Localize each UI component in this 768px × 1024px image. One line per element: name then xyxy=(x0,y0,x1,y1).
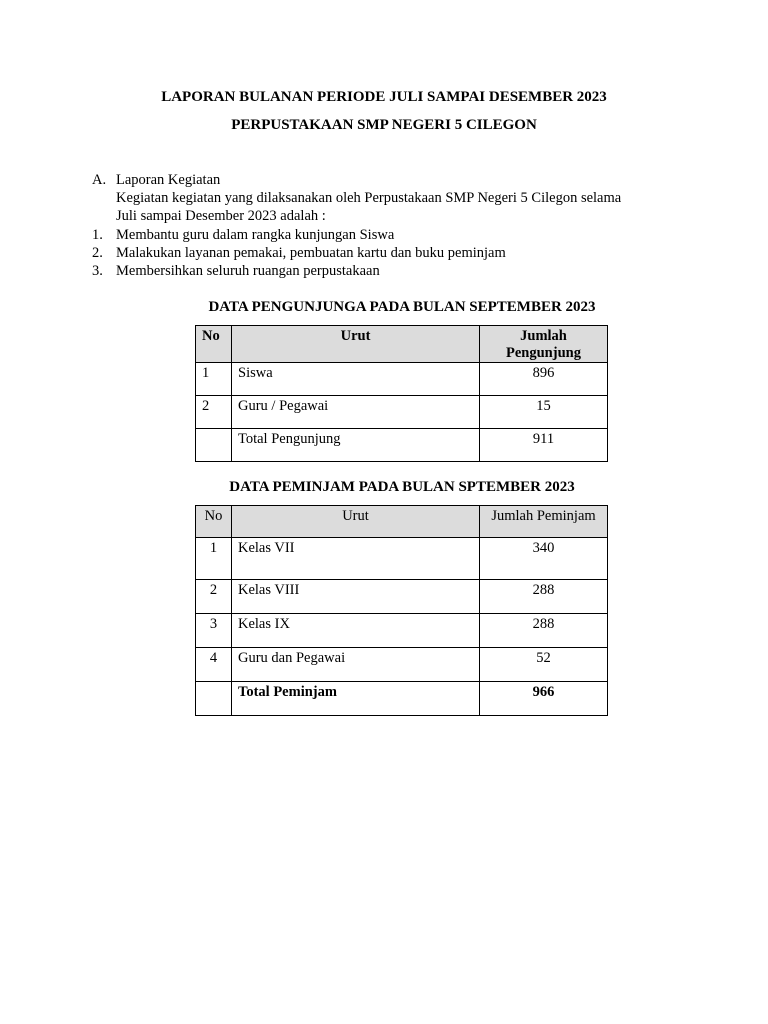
list-item-number: 2. xyxy=(92,245,103,261)
header-jumlah-line1: Jumlah xyxy=(520,328,567,344)
header-urut: Urut xyxy=(232,326,480,363)
cell-no: 3 xyxy=(196,614,232,648)
table-header-row xyxy=(196,506,608,538)
cell-no: 1 xyxy=(196,363,232,396)
report-title: LAPORAN BULANAN PERIODE JULI SAMPAI DESEMBER 2023 xyxy=(161,89,607,105)
cell-urut: Kelas VIII xyxy=(232,580,480,614)
header-jumlah-line2: Pengunjung xyxy=(506,345,581,361)
table-row xyxy=(196,614,608,648)
table-row xyxy=(196,538,608,580)
section-a-paragraph-line1: Kegiatan kegiatan yang dilaksanakan oleh Perpustakaan SMP Negeri 5 Cilegon selama xyxy=(116,190,622,206)
cell-urut: Kelas VII xyxy=(232,538,480,580)
report-subtitle: PERPUSTAKAAN SMP NEGERI 5 CILEGON xyxy=(231,117,537,133)
cell-no: 1 xyxy=(196,538,232,580)
header-jumlah xyxy=(480,326,608,363)
list-item xyxy=(92,226,692,244)
section-a-paragraph-line2: Juli sampai Desember 2023 adalah : xyxy=(116,208,326,224)
list-item-text: Membersihkan seluruh ruangan perpustakaan xyxy=(116,263,380,279)
visitors-table xyxy=(195,325,608,462)
list-item-number: 3. xyxy=(92,263,103,279)
cell-jumlah: 340 xyxy=(480,538,608,580)
cell-no xyxy=(196,429,232,462)
cell-urut: Siswa xyxy=(232,363,480,396)
table-row-total xyxy=(196,682,608,716)
cell-jumlah: 15 xyxy=(480,396,608,429)
header-no: No xyxy=(196,506,232,538)
list-item xyxy=(92,262,692,280)
borrowers-table xyxy=(195,505,608,716)
cell-no: 2 xyxy=(196,580,232,614)
visitors-table-title: DATA PENGUNJUNGA PADA BULAN SEPTEMBER 2023 xyxy=(208,299,596,315)
cell-urut: Kelas IX xyxy=(232,614,480,648)
table-row xyxy=(196,363,608,396)
table-row xyxy=(196,580,608,614)
cell-jumlah: 896 xyxy=(480,363,608,396)
table-row xyxy=(196,648,608,682)
activity-list xyxy=(92,226,692,280)
section-a-marker: A. xyxy=(92,172,107,188)
cell-urut: Guru / Pegawai xyxy=(232,396,480,429)
cell-urut: Guru dan Pegawai xyxy=(232,648,480,682)
table-header-row xyxy=(196,326,608,363)
header-urut: Urut xyxy=(232,506,480,538)
list-item-text: Malakukan layanan pemakai, pembuatan kartu dan buku peminjam xyxy=(116,245,506,261)
cell-urut: Total Pengunjung xyxy=(232,429,480,462)
list-item xyxy=(92,244,692,262)
list-item-text: Membantu guru dalam rangka kunjungan Siswa xyxy=(116,227,395,243)
cell-urut: Total Peminjam xyxy=(232,682,480,716)
section-a xyxy=(92,171,692,225)
cell-no: 2 xyxy=(196,396,232,429)
cell-jumlah: 966 xyxy=(480,682,608,716)
header-jumlah: Jumlah Peminjam xyxy=(480,506,608,538)
header-no: No xyxy=(196,326,232,363)
cell-jumlah: 911 xyxy=(480,429,608,462)
borrowers-table-title: DATA PEMINJAM PADA BULAN SPTEMBER 2023 xyxy=(229,479,575,495)
table-row-total xyxy=(196,429,608,462)
table-row xyxy=(196,396,608,429)
section-a-heading: Laporan Kegiatan xyxy=(116,172,221,188)
cell-jumlah: 288 xyxy=(480,580,608,614)
cell-no: 4 xyxy=(196,648,232,682)
cell-jumlah: 288 xyxy=(480,614,608,648)
cell-no xyxy=(196,682,232,716)
list-item-number: 1. xyxy=(92,227,103,243)
cell-jumlah: 52 xyxy=(480,648,608,682)
